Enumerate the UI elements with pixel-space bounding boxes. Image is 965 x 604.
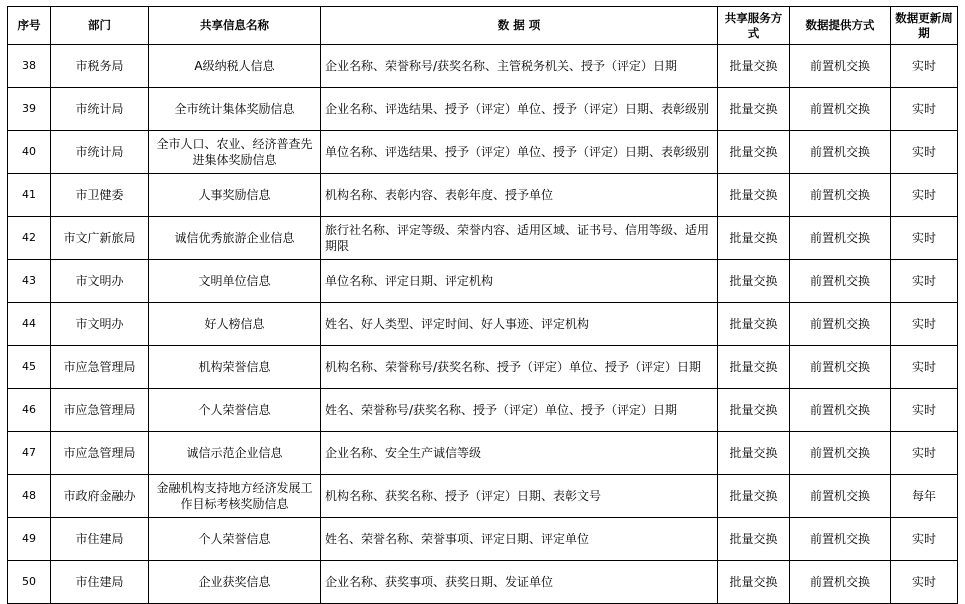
cell-update-cycle: 实时 (891, 260, 958, 303)
cell-data-items: 机构名称、表彰内容、表彰年度、授予单位 (321, 174, 718, 217)
cell-seq: 48 (8, 475, 51, 518)
table-row (8, 389, 958, 432)
cell-seq: 38 (8, 45, 51, 88)
header-provide-mode: 数据提供方式 (790, 7, 891, 45)
cell-provide-mode: 前置机交换 (790, 45, 891, 88)
cell-data-items: 企业名称、获奖事项、获奖日期、发证单位 (321, 561, 718, 604)
table-row (8, 260, 958, 303)
table-row (8, 303, 958, 346)
cell-seq: 44 (8, 303, 51, 346)
cell-info-name: 好人榜信息 (149, 303, 321, 346)
cell-provide-mode: 前置机交换 (790, 303, 891, 346)
cell-data-items: 企业名称、荣誉称号/获奖名称、主管税务机关、授予（评定）日期 (321, 45, 718, 88)
header-data-items: 数 据 项 (321, 7, 718, 45)
cell-dept: 市统计局 (51, 88, 149, 131)
cell-dept: 市政府金融办 (51, 475, 149, 518)
cell-data-items: 机构名称、获奖名称、授予（评定）日期、表彰文号 (321, 475, 718, 518)
cell-provide-mode: 前置机交换 (790, 260, 891, 303)
cell-data-items: 企业名称、评选结果、授予（评定）单位、授予（评定）日期、表彰级别 (321, 88, 718, 131)
cell-provide-mode: 前置机交换 (790, 217, 891, 260)
cell-update-cycle: 每年 (891, 475, 958, 518)
cell-dept: 市文广新旅局 (51, 217, 149, 260)
cell-share-mode: 批量交换 (718, 88, 790, 131)
cell-data-items: 单位名称、评选结果、授予（评定）单位、授予（评定）日期、表彰级别 (321, 131, 718, 174)
cell-update-cycle: 实时 (891, 389, 958, 432)
shared-info-table (7, 6, 958, 604)
cell-provide-mode: 前置机交换 (790, 432, 891, 475)
cell-data-items: 企业名称、安全生产诚信等级 (321, 432, 718, 475)
cell-info-name: 人事奖励信息 (149, 174, 321, 217)
cell-update-cycle: 实时 (891, 217, 958, 260)
cell-data-items: 旅行社名称、评定等级、荣誉内容、适用区域、证书号、信用等级、适用期限 (321, 217, 718, 260)
cell-provide-mode: 前置机交换 (790, 88, 891, 131)
table-row (8, 131, 958, 174)
header-seq: 序号 (8, 7, 51, 45)
table-row (8, 217, 958, 260)
cell-seq: 40 (8, 131, 51, 174)
cell-seq: 39 (8, 88, 51, 131)
cell-update-cycle: 实时 (891, 45, 958, 88)
cell-share-mode: 批量交换 (718, 518, 790, 561)
cell-update-cycle: 实时 (891, 561, 958, 604)
cell-info-name: 诚信优秀旅游企业信息 (149, 217, 321, 260)
cell-seq: 47 (8, 432, 51, 475)
table-row (8, 518, 958, 561)
cell-data-items: 姓名、荣誉称号/获奖名称、授予（评定）单位、授予（评定）日期 (321, 389, 718, 432)
cell-dept: 市统计局 (51, 131, 149, 174)
table-row (8, 432, 958, 475)
cell-seq: 41 (8, 174, 51, 217)
cell-data-items: 机构名称、荣誉称号/获奖名称、授予（评定）单位、授予（评定）日期 (321, 346, 718, 389)
cell-share-mode: 批量交换 (718, 217, 790, 260)
cell-info-name: 全市人口、农业、经济普查先进集体奖励信息 (149, 131, 321, 174)
cell-dept: 市住建局 (51, 518, 149, 561)
table-row (8, 88, 958, 131)
cell-share-mode: 批量交换 (718, 303, 790, 346)
cell-info-name: 文明单位信息 (149, 260, 321, 303)
cell-info-name: 机构荣誉信息 (149, 346, 321, 389)
cell-dept: 市应急管理局 (51, 432, 149, 475)
cell-share-mode: 批量交换 (718, 389, 790, 432)
cell-seq: 45 (8, 346, 51, 389)
cell-dept: 市卫健委 (51, 174, 149, 217)
cell-provide-mode: 前置机交换 (790, 561, 891, 604)
cell-share-mode: 批量交换 (718, 432, 790, 475)
cell-update-cycle: 实时 (891, 518, 958, 561)
cell-provide-mode: 前置机交换 (790, 475, 891, 518)
cell-dept: 市文明办 (51, 303, 149, 346)
cell-provide-mode: 前置机交换 (790, 131, 891, 174)
cell-update-cycle: 实时 (891, 131, 958, 174)
cell-update-cycle: 实时 (891, 88, 958, 131)
cell-provide-mode: 前置机交换 (790, 518, 891, 561)
cell-provide-mode: 前置机交换 (790, 174, 891, 217)
cell-seq: 49 (8, 518, 51, 561)
cell-info-name: 个人荣誉信息 (149, 389, 321, 432)
cell-share-mode: 批量交换 (718, 561, 790, 604)
cell-seq: 46 (8, 389, 51, 432)
header-info-name: 共享信息名称 (149, 7, 321, 45)
table-row (8, 45, 958, 88)
cell-share-mode: 批量交换 (718, 260, 790, 303)
cell-dept: 市文明办 (51, 260, 149, 303)
cell-info-name: 全市统计集体奖励信息 (149, 88, 321, 131)
cell-info-name: 诚信示范企业信息 (149, 432, 321, 475)
header-update-cycle: 数据更新周期 (891, 7, 958, 45)
cell-data-items: 单位名称、评定日期、评定机构 (321, 260, 718, 303)
cell-seq: 42 (8, 217, 51, 260)
cell-info-name: 个人荣誉信息 (149, 518, 321, 561)
cell-dept: 市税务局 (51, 45, 149, 88)
cell-data-items: 姓名、荣誉名称、荣誉事项、评定日期、评定单位 (321, 518, 718, 561)
cell-share-mode: 批量交换 (718, 45, 790, 88)
cell-share-mode: 批量交换 (718, 131, 790, 174)
cell-share-mode: 批量交换 (718, 174, 790, 217)
cell-dept: 市住建局 (51, 561, 149, 604)
cell-info-name: 金融机构支持地方经济发展工作目标考核奖励信息 (149, 475, 321, 518)
cell-update-cycle: 实时 (891, 346, 958, 389)
cell-share-mode: 批量交换 (718, 346, 790, 389)
cell-share-mode: 批量交换 (718, 475, 790, 518)
header-row (8, 7, 958, 45)
cell-provide-mode: 前置机交换 (790, 346, 891, 389)
table-row (8, 346, 958, 389)
cell-dept: 市应急管理局 (51, 346, 149, 389)
cell-update-cycle: 实时 (891, 303, 958, 346)
header-share-mode: 共享服务方式 (718, 7, 790, 45)
cell-update-cycle: 实时 (891, 174, 958, 217)
cell-provide-mode: 前置机交换 (790, 389, 891, 432)
cell-info-name: A级纳税人信息 (149, 45, 321, 88)
cell-update-cycle: 实时 (891, 432, 958, 475)
cell-dept: 市应急管理局 (51, 389, 149, 432)
table-row (8, 174, 958, 217)
cell-seq: 50 (8, 561, 51, 604)
cell-seq: 43 (8, 260, 51, 303)
table-row (8, 475, 958, 518)
cell-data-items: 姓名、好人类型、评定时间、好人事迹、评定机构 (321, 303, 718, 346)
cell-info-name: 企业获奖信息 (149, 561, 321, 604)
header-dept: 部门 (51, 7, 149, 45)
table-row (8, 561, 958, 604)
